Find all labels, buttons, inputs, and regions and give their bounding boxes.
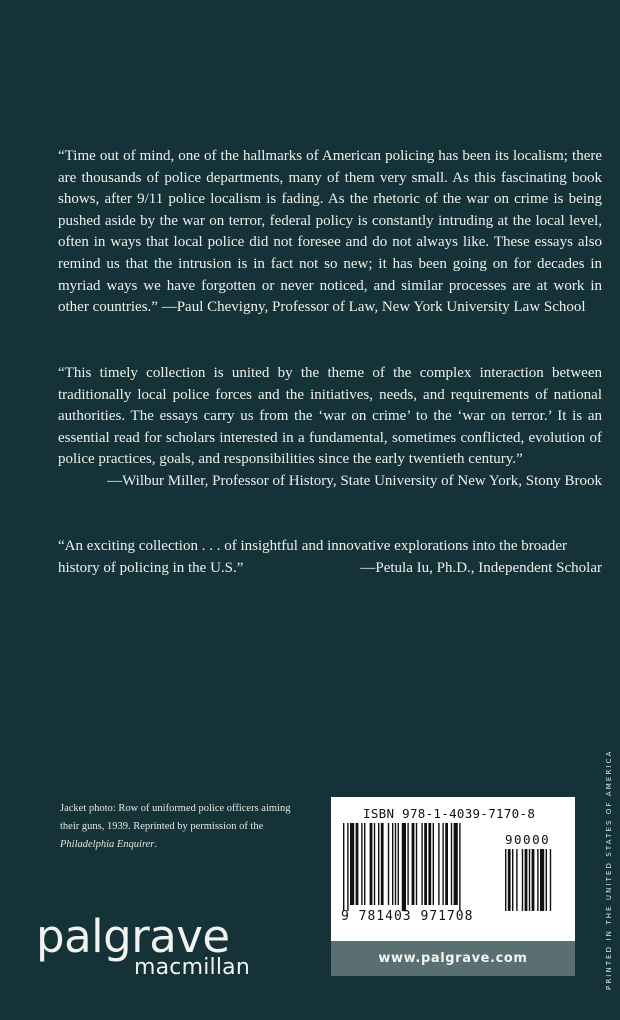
- publisher-url: [331, 941, 575, 976]
- blurb-quote: “This timely collection is united by the theme of the complex interaction between traditionally local police forces and the initiatives, needs, and requirements of national authorities. The essays carry us from the ‘war on crime’ to the ‘war on terror.’ It is an essential read for scholars interested in a fundamental, sometimes conflicted, evolution of police practices, goals, and responsibilities since the early twentieth century.”: [58, 365, 602, 468]
- url-text: www.palgrave.com: [378, 951, 528, 966]
- blurb-attribution: —Wilbur Miller, Professor of History, State University of New York, Stony Brook: [107, 472, 602, 489]
- blurb-quote-line2: history of policing in the U.S.”: [58, 559, 244, 576]
- blurb-chevigny: [58, 146, 602, 319]
- palgrave-macmillan-logo: [36, 910, 251, 980]
- printed-in-usa: PRINTED IN THE UNITED STATES OF AMERICA: [605, 749, 613, 990]
- barcode-addon-digits: 90000: [505, 832, 551, 847]
- credit-publication: Philadelphia Enquirer: [60, 839, 155, 850]
- credit-end: .: [154, 839, 158, 850]
- logo-sub: macmillan: [134, 955, 251, 980]
- jacket-photo-credit: [60, 800, 310, 854]
- isbn-barcode: [331, 797, 575, 941]
- credit-text: Jacket photo: Row of uniformed police officers aiming their guns, 1939. Reprinted by permission of the: [60, 803, 291, 832]
- blurb-attribution: —Paul Chevigny, Professor of Law, New York University Law School: [161, 299, 586, 316]
- isbn-label: ISBN 978-1-4039-7170-8: [363, 806, 536, 821]
- blurb-attribution: —Petula Iu, Ph.D., Independent Scholar: [360, 559, 602, 576]
- blurb-miller: [58, 363, 602, 493]
- barcode-digits: 9 781403 971708: [341, 909, 474, 924]
- blurb-iu: [58, 536, 602, 579]
- blurb-quote: “Time out of mind, one of the hallmarks of American policing has been its localism; there are thousands of police departments, many of them very small. As this fascinating book shows, after 9/11 police localism is fading. As the rhetoric of the war on crime is being pushed aside by the war on terror, federal policy is constantly intruding at the local level, often in ways that local police did not foresee and do not always like. These essays also remind us that the intrusion is in fact not so new; it has been going on for decades in myriad ways we have forgotten or never noticed, and similar processes are at work in other countries.”: [58, 148, 602, 316]
- logo-main: palgrave: [36, 910, 230, 963]
- blurb-quote-line1: “An exciting collection . . . of insightful and innovative explorations into the broader: [58, 538, 568, 554]
